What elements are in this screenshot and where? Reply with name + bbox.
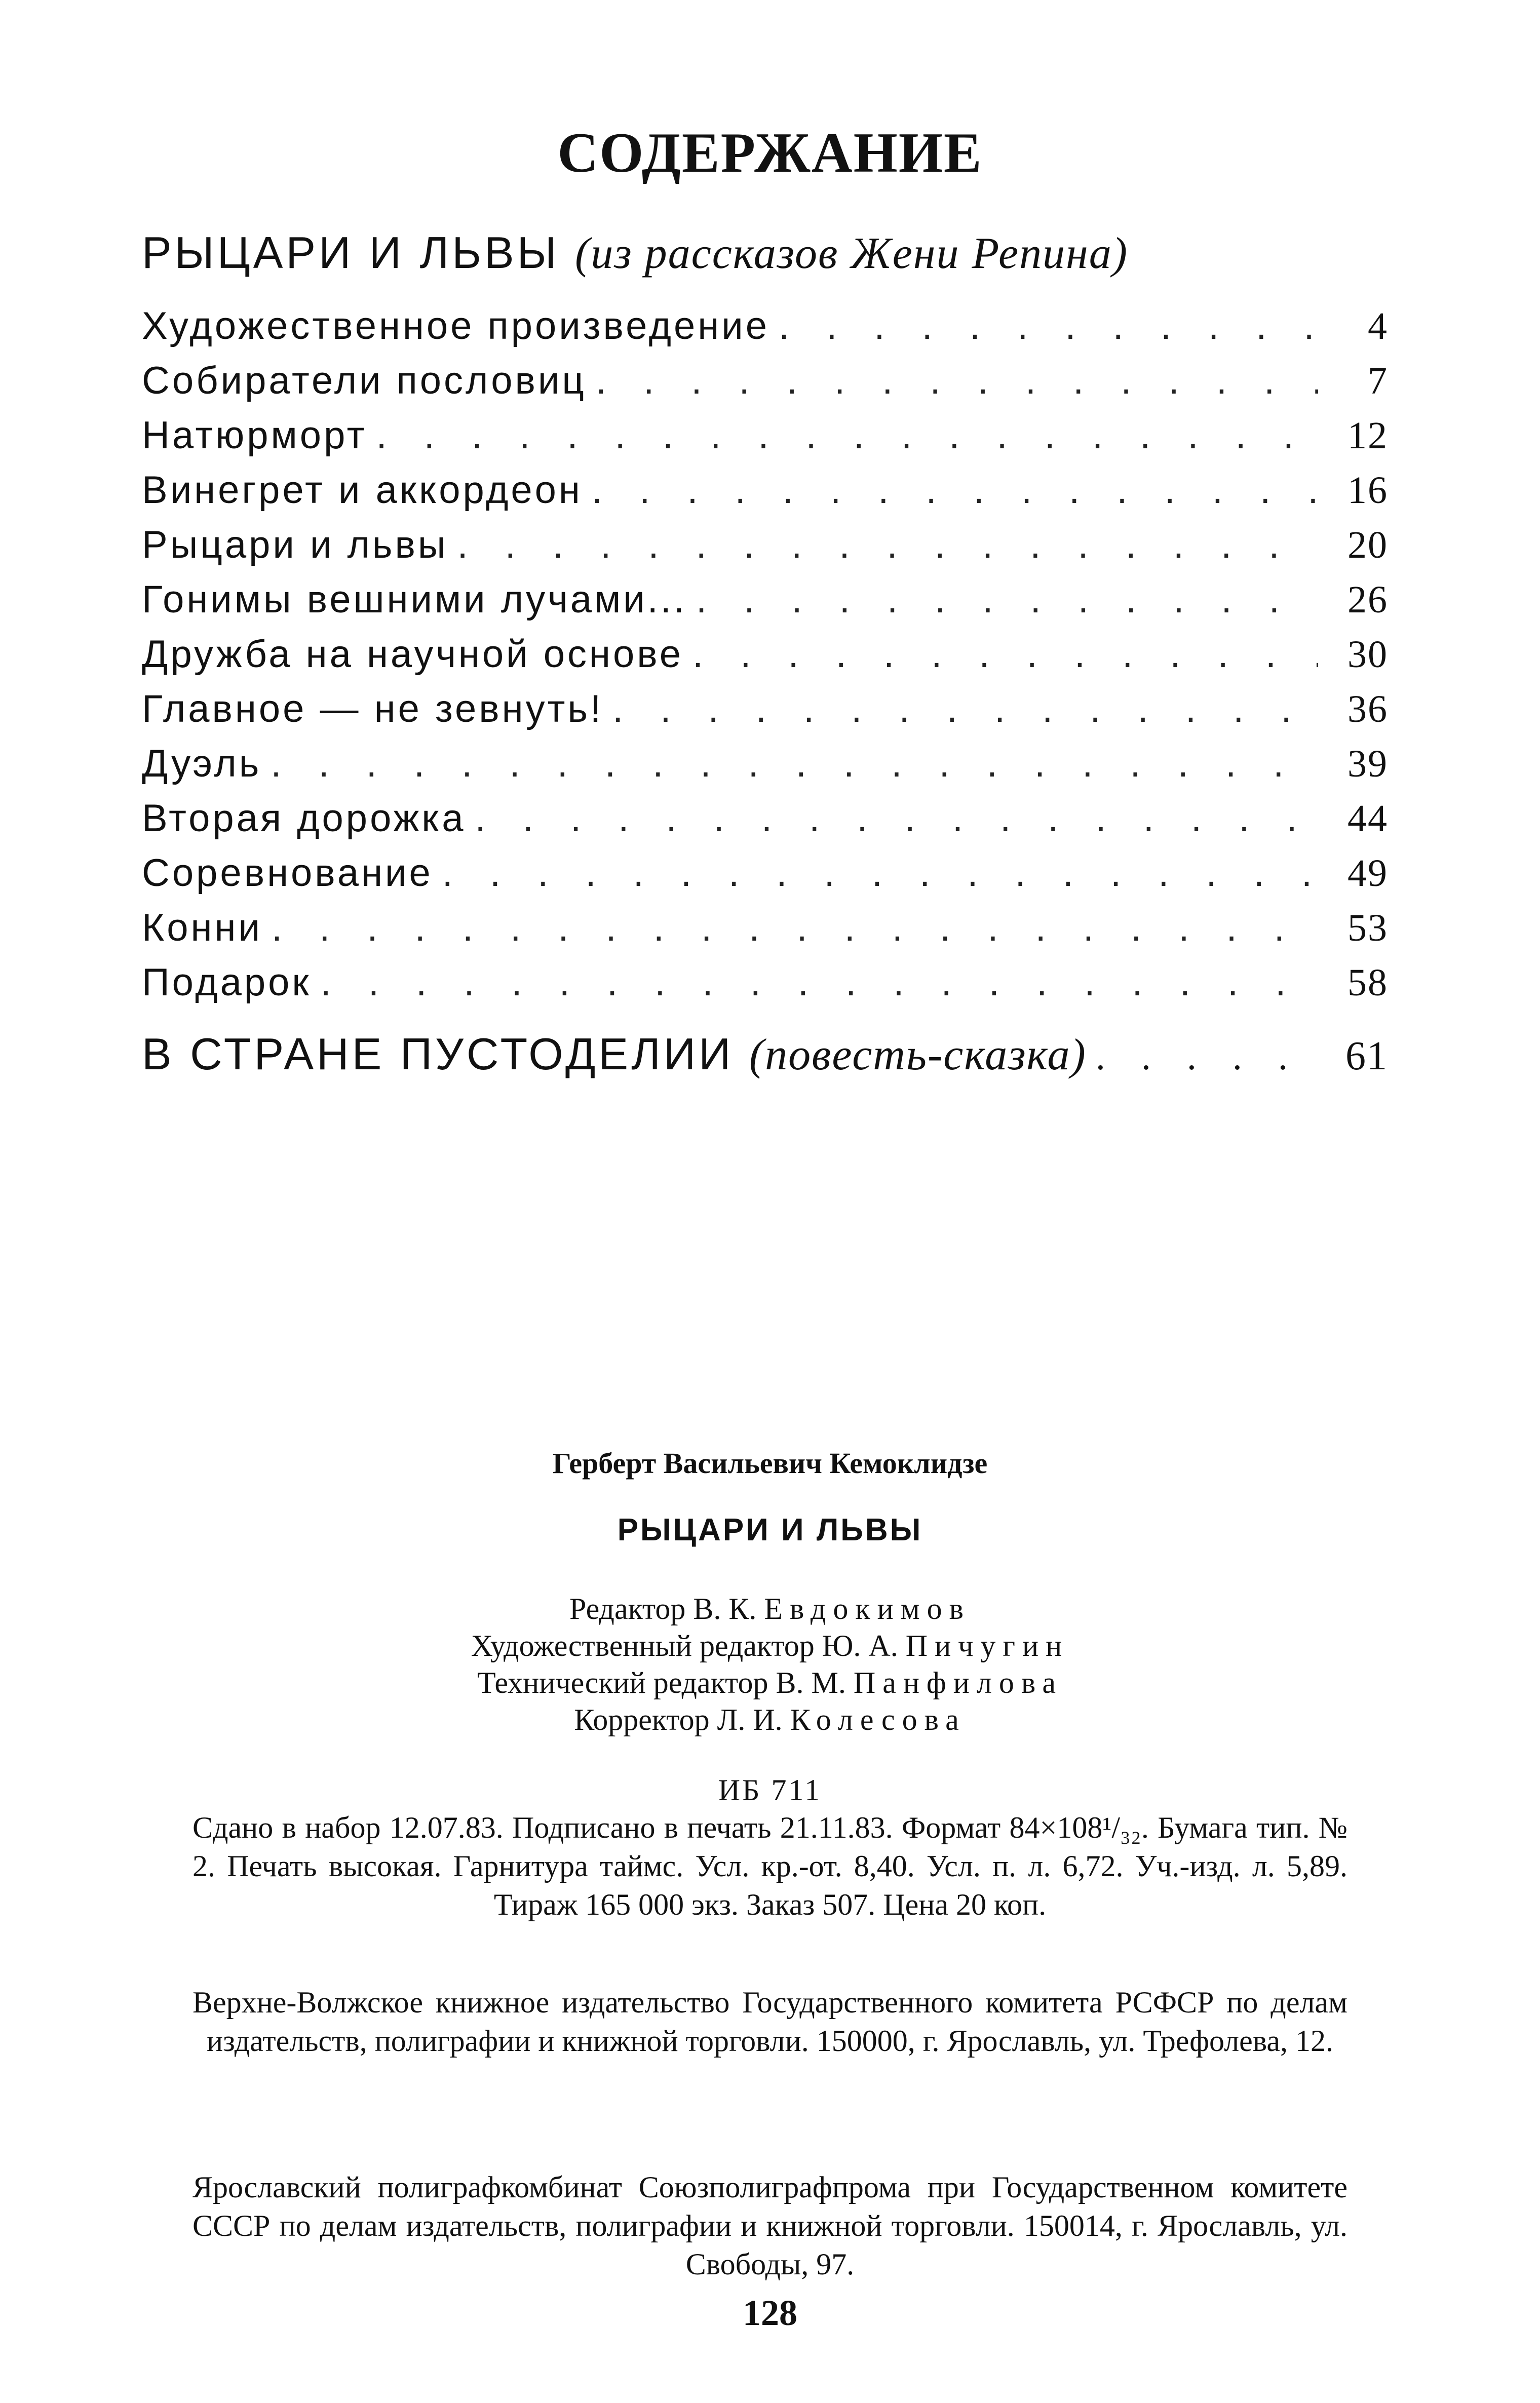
dot-leader — [692, 632, 1318, 676]
toc-entry-title: Главное — не зевнуть! — [142, 687, 604, 730]
toc-entry-page: 39 — [1348, 743, 1388, 785]
dot-leader — [612, 687, 1318, 731]
publisher-info: Верхне-Волжское книжное издательство Государственного комитета РСФСР по делам издательств, полиграфии и книжной торговли. 150000, г. Ярославль, ул. Трефолева, 12. — [192, 1986, 1348, 2058]
toc-entry-title: Конни — [142, 906, 262, 949]
credit-name: Панфилова — [853, 1666, 1063, 1699]
part2-title — [142, 1028, 1087, 1080]
dot-leader — [457, 523, 1318, 567]
toc-entry-page: 53 — [1348, 907, 1388, 949]
toc-entry[interactable] — [142, 304, 1388, 359]
toc-entry-page: 7 — [1368, 360, 1388, 402]
toc-entry-page: 26 — [1348, 578, 1388, 621]
toc-entry[interactable] — [142, 359, 1388, 413]
toc-entry-title: Гонимы вешними лучами... — [142, 578, 687, 621]
dot-leader — [696, 577, 1318, 622]
toc-entry-page: 20 — [1348, 524, 1388, 566]
toc-entry-title: Натюрморт — [142, 414, 367, 457]
toc-entry-title: Собиратели пословиц — [142, 359, 587, 402]
credit-line — [192, 1591, 1348, 1627]
dot-leader — [592, 468, 1318, 512]
toc-entry[interactable] — [142, 687, 1388, 742]
toc-entry-title: Дружба на научной основе — [142, 633, 684, 676]
toc-entry-title: Вторая дорожка — [142, 797, 466, 840]
credit-name: Пичугин — [905, 1629, 1069, 1662]
toc-entry[interactable] — [142, 632, 1388, 687]
dot-leader — [1096, 1035, 1318, 1079]
credit-line — [192, 1664, 1348, 1701]
toc-entry-title: Художественное произведение — [142, 304, 769, 347]
toc-entry[interactable] — [142, 851, 1388, 906]
toc-entry-page: 12 — [1348, 414, 1388, 457]
dot-leader — [272, 906, 1318, 950]
imprint-author: Герберт Васильевич Кемоклидзе — [552, 1447, 988, 1480]
credit-line — [192, 1627, 1348, 1664]
toc-entry-page: 44 — [1348, 797, 1388, 840]
part1-title — [142, 227, 1128, 279]
part2-entry[interactable] — [142, 1028, 1388, 1080]
toc-entry-title: Рыцари и львы — [142, 523, 448, 566]
credit-role: Редактор В. К. — [569, 1592, 757, 1625]
credit-name: Евдокимов — [764, 1592, 971, 1625]
publication-details: Сдано в набор 12.07.83. Подписано в печать 21.11.83. Формат 84×108¹/₃₂. Бумага тип. № 2. Печать высокая. Гарнитура таймс. Усл. кр.-от. 8,40. Усл. п. л. 6,72. Уч.-изд. л. 5,89. Тираж 165 000 экз. Заказ 507. Цена 20 коп. — [192, 1811, 1348, 1921]
imprint-credits — [192, 1591, 1348, 1738]
contents-heading: СОДЕРЖАНИЕ — [557, 122, 983, 184]
credit-role: Художественный редактор Ю. А. — [471, 1629, 898, 1662]
toc-entry[interactable] — [142, 413, 1388, 468]
ib-number: ИБ 711 — [718, 1773, 822, 1807]
toc-entry-title: Подарок — [142, 961, 312, 1004]
credit-line — [192, 1701, 1348, 1738]
part2-page: 61 — [1345, 1034, 1388, 1078]
toc-entry[interactable] — [142, 577, 1388, 632]
toc-entry-page: 30 — [1348, 633, 1388, 676]
toc-list — [142, 304, 1388, 1015]
toc-entry-title: Винегрет и аккордеон — [142, 469, 583, 512]
dot-leader — [271, 742, 1318, 786]
credit-role: Корректор Л. И. — [574, 1703, 783, 1736]
toc-entry-page: 49 — [1348, 852, 1388, 895]
toc-entry-page: 58 — [1348, 961, 1388, 1004]
page-number: 128 — [743, 2293, 797, 2333]
imprint-book-title: РЫЦАРИ И ЛЬВЫ — [617, 1513, 923, 1547]
credit-name: Колесова — [790, 1703, 966, 1736]
toc-entry-page: 4 — [1368, 305, 1388, 347]
part1-subtitle: (из рассказов Жени Репина) — [575, 229, 1129, 278]
toc-entry[interactable] — [142, 523, 1388, 577]
toc-entry-page: 16 — [1348, 469, 1388, 512]
dot-leader — [376, 413, 1318, 457]
dot-leader — [321, 960, 1318, 1004]
credit-role: Технический редактор В. М. — [477, 1666, 846, 1699]
part2-subtitle: (повесть-сказка) — [749, 1030, 1087, 1079]
toc-entry-page: 36 — [1348, 688, 1388, 730]
toc-entry[interactable] — [142, 468, 1388, 523]
part1-title-text: РЫЦАРИ И ЛЬВЫ — [142, 227, 560, 278]
toc-entry-title: Соревнование — [142, 851, 433, 895]
toc-entry[interactable] — [142, 960, 1388, 1015]
printer-info: Ярославский полиграфкомбинат Союзполиграфпрома при Государственном комитете СССР по делам издательств, полиграфии и книжной торговли. 150014, г. Ярославль, ул. Свободы, 97. — [192, 2171, 1348, 2281]
toc-entry[interactable] — [142, 742, 1388, 796]
toc-entry[interactable] — [142, 796, 1388, 851]
dot-leader — [596, 359, 1318, 403]
dot-leader — [779, 304, 1318, 348]
dot-leader — [442, 851, 1318, 895]
dot-leader — [475, 796, 1318, 840]
toc-entry[interactable] — [142, 906, 1388, 960]
part2-title-text: В СТРАНЕ ПУСТОДЕЛИИ — [142, 1029, 734, 1079]
toc-entry-title: Дуэль — [142, 742, 262, 785]
